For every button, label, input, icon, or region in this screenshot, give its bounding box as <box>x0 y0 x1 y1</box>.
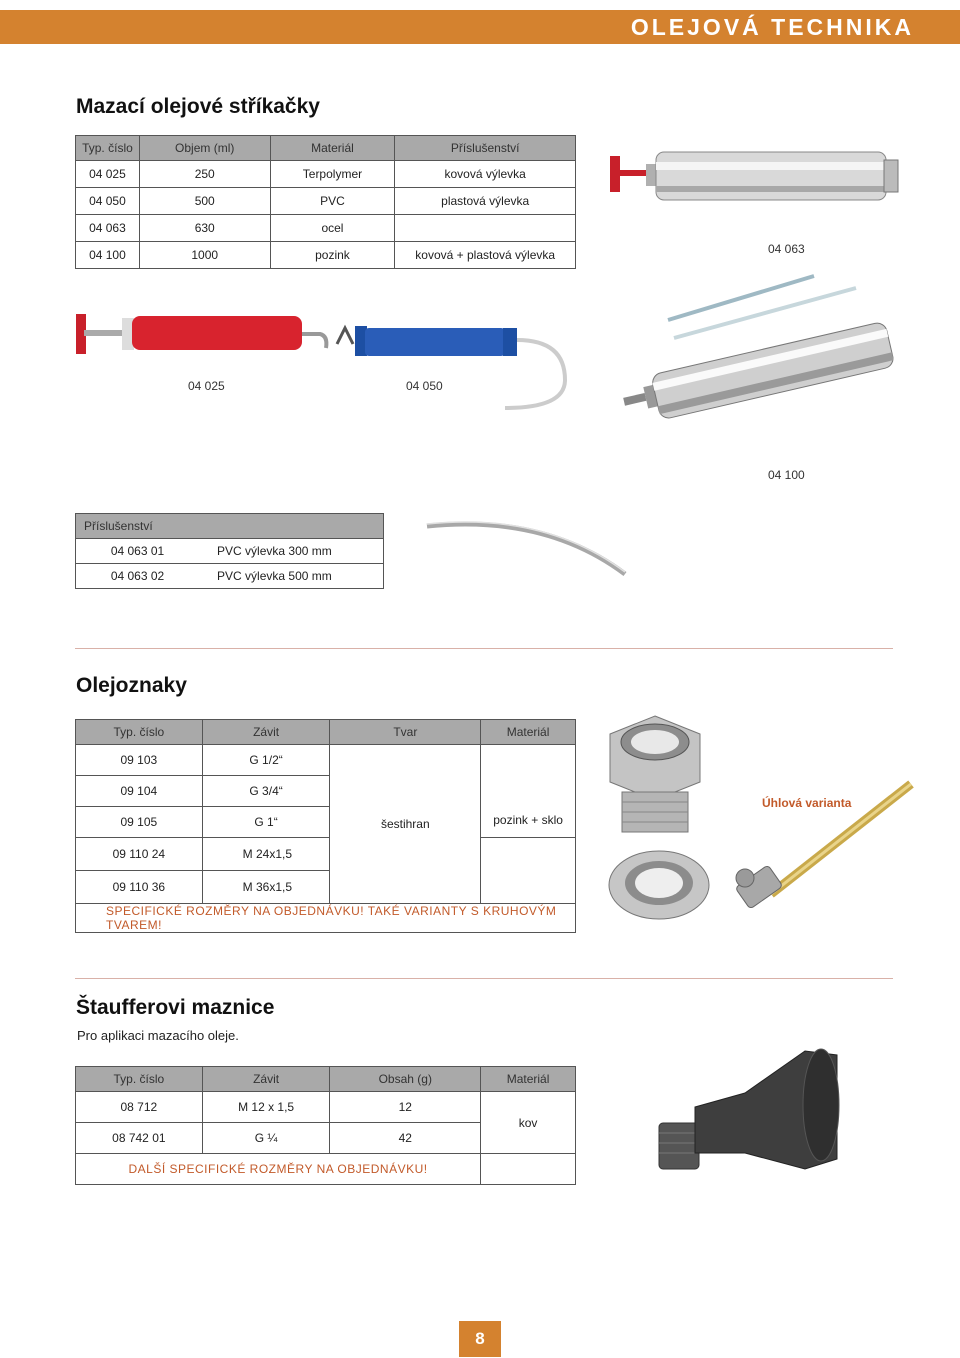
col-header: Materiál <box>270 136 395 161</box>
col-header: Objem (ml) <box>139 136 270 161</box>
cell: 42 <box>330 1123 481 1154</box>
cell: 04 063 02 <box>76 564 200 589</box>
table-header-row <box>76 1067 576 1092</box>
table-header-row <box>76 720 576 745</box>
syringe-04050-image <box>335 320 575 415</box>
section-title-oil-gauges: Olejoznaky <box>76 674 187 697</box>
col-header: Typ. číslo <box>76 1067 203 1092</box>
table-note-row <box>76 904 576 933</box>
section-divider <box>75 648 893 649</box>
caption-04050: 04 050 <box>406 379 443 393</box>
cell: kovová výlevka <box>395 161 576 188</box>
cell-empty <box>481 838 576 904</box>
cell: 09 105 <box>76 807 203 838</box>
cell: G 1“ <box>202 807 330 838</box>
col-header: Příslušenství <box>395 136 576 161</box>
cell: plastová výlevka <box>395 188 576 215</box>
table-row <box>76 188 576 215</box>
stauffer-lubricator-image <box>655 1035 845 1185</box>
stauffer-table <box>75 1066 576 1185</box>
cell: 04 063 <box>76 215 140 242</box>
cell: ocel <box>270 215 395 242</box>
cell: 09 103 <box>76 745 203 776</box>
col-header: Tvar <box>330 720 481 745</box>
cell: M 12 x 1,5 <box>202 1092 330 1123</box>
caption-04100: 04 100 <box>768 468 805 482</box>
cell: Terpolymer <box>270 161 395 188</box>
col-header: Závit <box>202 720 330 745</box>
cell-empty <box>481 1154 576 1185</box>
col-header: Materiál <box>481 720 576 745</box>
cell: 09 110 24 <box>76 838 203 871</box>
cell-material: pozink + sklo <box>481 745 576 838</box>
syringe-04025-image <box>72 312 332 362</box>
cell-material: kov <box>481 1092 576 1154</box>
section-title-stauffer: Štaufferovi maznice <box>76 996 275 1019</box>
cell: M 36x1,5 <box>202 871 330 904</box>
angled-variant-label: Úhlová varianta <box>762 796 852 810</box>
cell: kovová + plastová výlevka <box>395 242 576 269</box>
table-row <box>76 1092 576 1123</box>
table-row <box>76 539 384 564</box>
cell: G 3/4“ <box>202 776 330 807</box>
table-header-row <box>76 514 384 539</box>
caption-04025: 04 025 <box>188 379 225 393</box>
syringes-table <box>75 135 576 269</box>
table-note-row <box>76 1154 576 1185</box>
oil-gauges-note: SPECIFICKÉ ROZMĚRY NA OBJEDNÁVKU! TAKÉ VARIANTY S KRUHOVÝM TVAREM! <box>76 904 576 933</box>
accessories-table <box>75 513 384 589</box>
cell: 04 063 01 <box>76 539 200 564</box>
table-row <box>76 242 576 269</box>
cell: G ¼ <box>202 1123 330 1154</box>
table-row <box>76 161 576 188</box>
col-header: Typ. číslo <box>76 720 203 745</box>
cell: 04 100 <box>76 242 140 269</box>
caption-04063: 04 063 <box>768 242 805 256</box>
cell: 12 <box>330 1092 481 1123</box>
table-row <box>76 838 576 871</box>
oil-gauge-round-image <box>604 845 714 925</box>
cell: 09 110 36 <box>76 871 203 904</box>
cell: 09 104 <box>76 776 203 807</box>
table-header-row <box>76 136 576 161</box>
section-divider <box>75 978 893 979</box>
cell-shape: šestihran <box>330 745 481 904</box>
col-header: Závit <box>202 1067 330 1092</box>
table-row <box>76 564 384 589</box>
page-number: 8 <box>459 1321 501 1357</box>
stauffer-note: DALŠÍ SPECIFICKÉ ROZMĚRY NA OBJEDNÁVKU! <box>76 1154 481 1185</box>
syringe-04100-image <box>618 325 918 445</box>
col-header: Typ. číslo <box>76 136 140 161</box>
oil-gauges-table <box>75 719 576 933</box>
section-subtitle: Pro aplikaci mazacího oleje. <box>77 1028 239 1043</box>
table-row <box>76 215 576 242</box>
cell: PVC výlevka 500 mm <box>199 564 383 589</box>
col-header: Materiál <box>481 1067 576 1092</box>
cell: 04 025 <box>76 161 140 188</box>
cell: pozink <box>270 242 395 269</box>
cell: M 24x1,5 <box>202 838 330 871</box>
pvc-hose-image <box>425 518 635 588</box>
cell: 500 <box>139 188 270 215</box>
cell: 250 <box>139 161 270 188</box>
section-title-syringes: Mazací olejové stříkačky <box>76 95 320 118</box>
cell: 04 050 <box>76 188 140 215</box>
cell: PVC <box>270 188 395 215</box>
col-header: Obsah (g) <box>330 1067 481 1092</box>
table-row <box>76 745 576 776</box>
cell <box>395 215 576 242</box>
cell: 1000 <box>139 242 270 269</box>
cell: 08 712 <box>76 1092 203 1123</box>
col-header: Příslušenství <box>76 514 384 539</box>
cell: G 1/2“ <box>202 745 330 776</box>
page-header-title: OLEJOVÁ TECHNIKA <box>630 14 914 40</box>
syringe-04063-image <box>608 148 908 228</box>
cell: 08 742 01 <box>76 1123 203 1154</box>
cell: PVC výlevka 300 mm <box>199 539 383 564</box>
cell: 630 <box>139 215 270 242</box>
oil-gauge-hex-image <box>600 712 710 837</box>
